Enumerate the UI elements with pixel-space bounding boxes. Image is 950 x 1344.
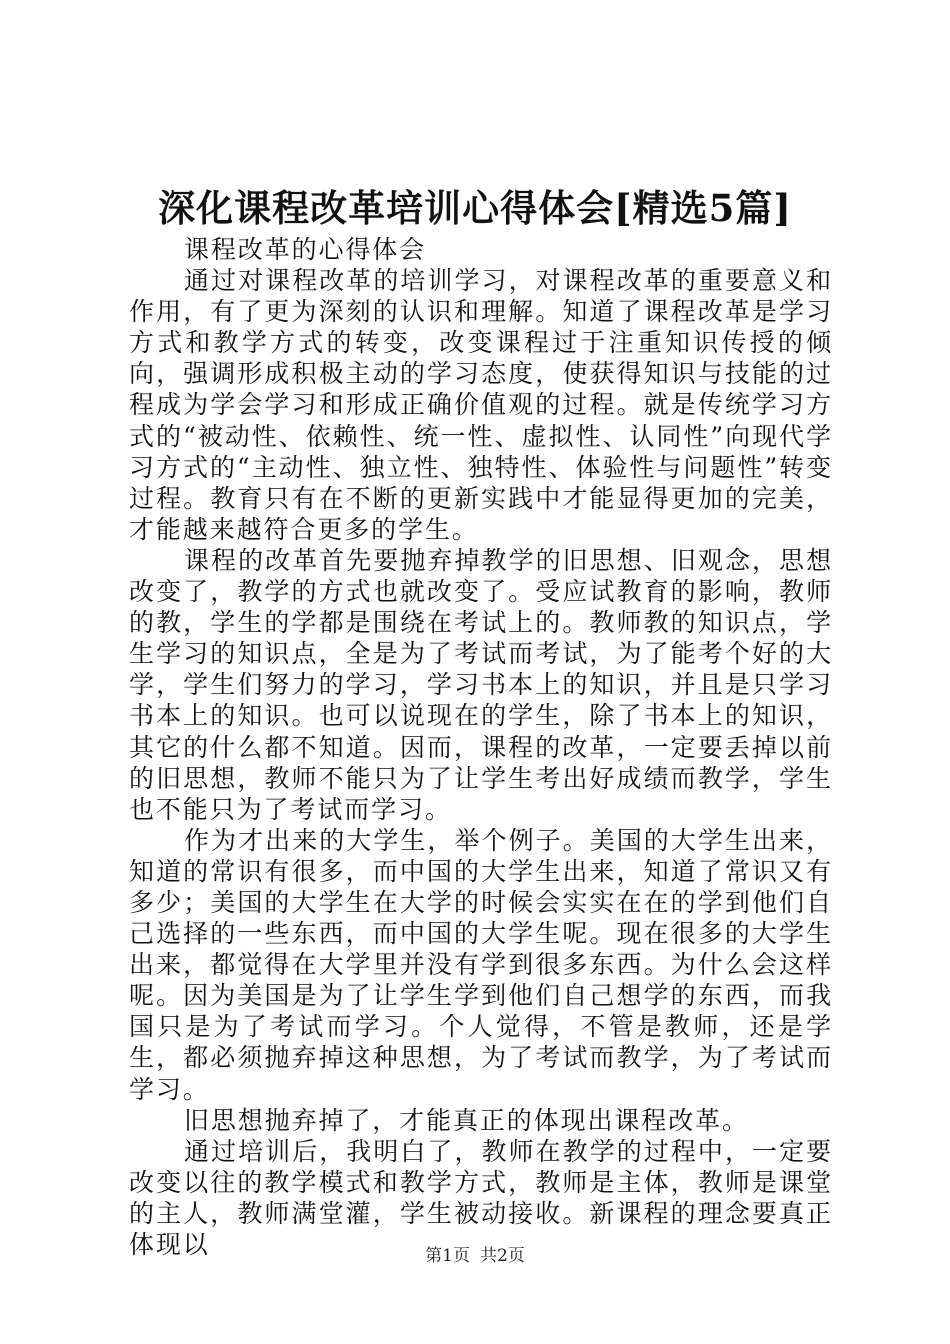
page-number: 第1页 — [425, 1246, 470, 1266]
page-total: 共2页 — [480, 1246, 525, 1266]
body-paragraph: 旧思想抛弃掉了，才能真正的体现出课程改革。 — [184, 1105, 749, 1135]
body-paragraph: 通过培训后，我明白了，教师在教学的过程中，一定要改变以往的教学模式和教学方式，教师是主体，教师是课堂的主人，教师满堂灌，学生被动接收。新课程的理念要真正体现以 — [129, 1136, 833, 1259]
document-body — [129, 234, 833, 1260]
body-paragraph: 通过对课程改革的培训学习，对课程改革的重要意义和作用，有了更为深刻的认识和理解。知道了课程改革是学习方式和教学方式的转变，改变课程过于注重知识传授的倾向，强调形成积极主动的学习态度，使获得知识与技能的过程成为学会学习和形成正确价值观的过程。就是传统学习方式的“被动性、依赖性、统一性、虚拟性、认同性”向现代学习方式的“主动性、独立性、独特性、体验性与问题性”转变过程。教育只有在不断的更新实践中才能显得更加的完美，才能越来越符合更多的学生。 — [129, 266, 833, 544]
body-paragraph: 课程的改革首先要抛弃掉教学的旧思想、旧观念，思想改变了，教学的方式也就改变了。受应试教育的影响，教师的教，学生的学都是围绕在考试上的。教师教的知识点，学生学习的知识点，全是为了考试而考试，为了能考个好的大学，学生们努力的学习，学习书本上的知识，并且是只学习书本上的知识。也可以说现在的学生，除了书本上的知识，其它的什么都不知道。因而，课程的改革，一定要丢掉以前的旧思想，教师不能只为了让学生考出好成绩而教学，学生也不能只为了考试而学习。 — [129, 545, 833, 824]
document-title: 深化课程改革培训心得体会[精选5篇] — [158, 186, 792, 230]
body-paragraph: 作为才出来的大学生，举个例子。美国的大学生出来，知道的常识有很多，而中国的大学生出来，知道了常识又有多少；美国的大学生在大学的时候会实实在在的学到他们自己选择的一些东西，而中国的大学生呢。现在很多的大学生出来，都觉得在大学里并没有学到很多东西。为什么会这样呢。因为美国是为了让学生学到他们自己想学的东西，而我国只是为了考试而学习。个人觉得，不管是教师，还是学生，都必须抛弃掉这种思想，为了考试而教学，为了考试而学习。 — [129, 825, 833, 1104]
section-heading: 课程改革的心得体会 — [184, 235, 427, 264]
page-footer — [0, 1244, 950, 1268]
